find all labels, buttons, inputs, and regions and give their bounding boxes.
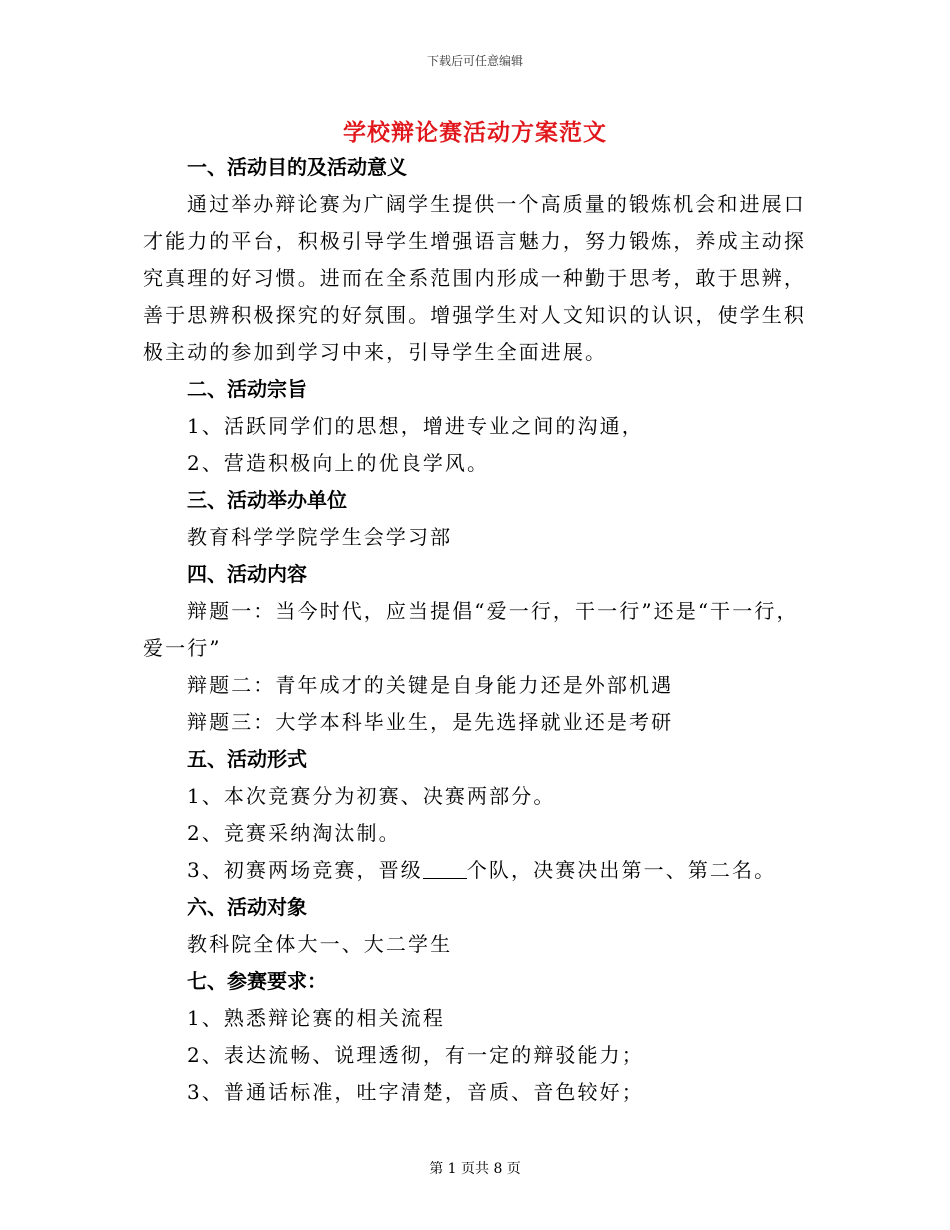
list-item: 1、活跃同学们的思想，增进专业之间的沟通， — [187, 414, 644, 438]
paragraph: 教育科学学院学生会学习部 — [187, 525, 453, 549]
list-item: 3、普通话标准，吐字清楚，音质、音色较好； — [187, 1080, 644, 1104]
paragraph: 通过举办辩论赛为广阔学生提供一个高质量的锻炼机会和进展口才能力的平台，积极引导学生增强语言魅力，努力锻炼，养成主动探究真理的好习惯。进而在全系范围内形成一种勤于思考，敢于思辨，善于思辨积极探究的好氛围。增强学生对人文知识的认识，使学生积极主动的参加到学习中来，引导学生全面进展。 — [143, 192, 806, 364]
list-item: 2、表达流畅、说理透彻，有一定的辩驳能力； — [187, 1043, 644, 1067]
section-heading: 七、参赛要求： — [187, 969, 327, 993]
list-item — [143, 852, 809, 889]
list-item: 2、竞赛采纳淘汰制。 — [187, 821, 401, 845]
list-item: 1、熟悉辩论赛的相关流程 — [187, 1006, 445, 1030]
page-header-note: 下载后可任意编辑 — [426, 54, 523, 68]
section-heading: 六、活动对象 — [187, 895, 307, 919]
document-title: 学校辩论赛活动方案范文 — [343, 119, 607, 146]
list-item-text: 3、初赛两场竞赛，晋级 — [187, 858, 423, 882]
page-footer-number: 第 1 页共 8 页 — [429, 1161, 521, 1177]
fill-in-blank — [423, 858, 467, 879]
list-item: 1、本次竞赛分为初赛、决赛两部分。 — [187, 784, 556, 808]
section-heading: 二、活动宗旨 — [187, 377, 307, 401]
section-heading: 三、活动举办单位 — [187, 488, 347, 512]
section-heading: 一、活动目的及活动意义 — [187, 155, 407, 179]
section-heading: 五、活动形式 — [187, 747, 307, 771]
section-heading: 四、活动内容 — [187, 562, 307, 586]
document-body — [143, 149, 809, 1111]
list-item: 辩题二：青年成才的关键是自身能力还是外部机遇 — [187, 673, 674, 697]
list-item: 辩题三：大学本科毕业生，是先选择就业还是考研 — [187, 710, 674, 734]
paragraph: 教科院全体大一、大二学生 — [187, 932, 453, 956]
list-item: 辩题一：当今时代，应当提倡“爱一行，干一行”还是“干一行，爱一行” — [143, 599, 799, 660]
list-item-text: 个队，决赛决出第一、第二名。 — [466, 858, 777, 882]
list-item: 2、营造积极向上的优良学风。 — [187, 451, 490, 475]
